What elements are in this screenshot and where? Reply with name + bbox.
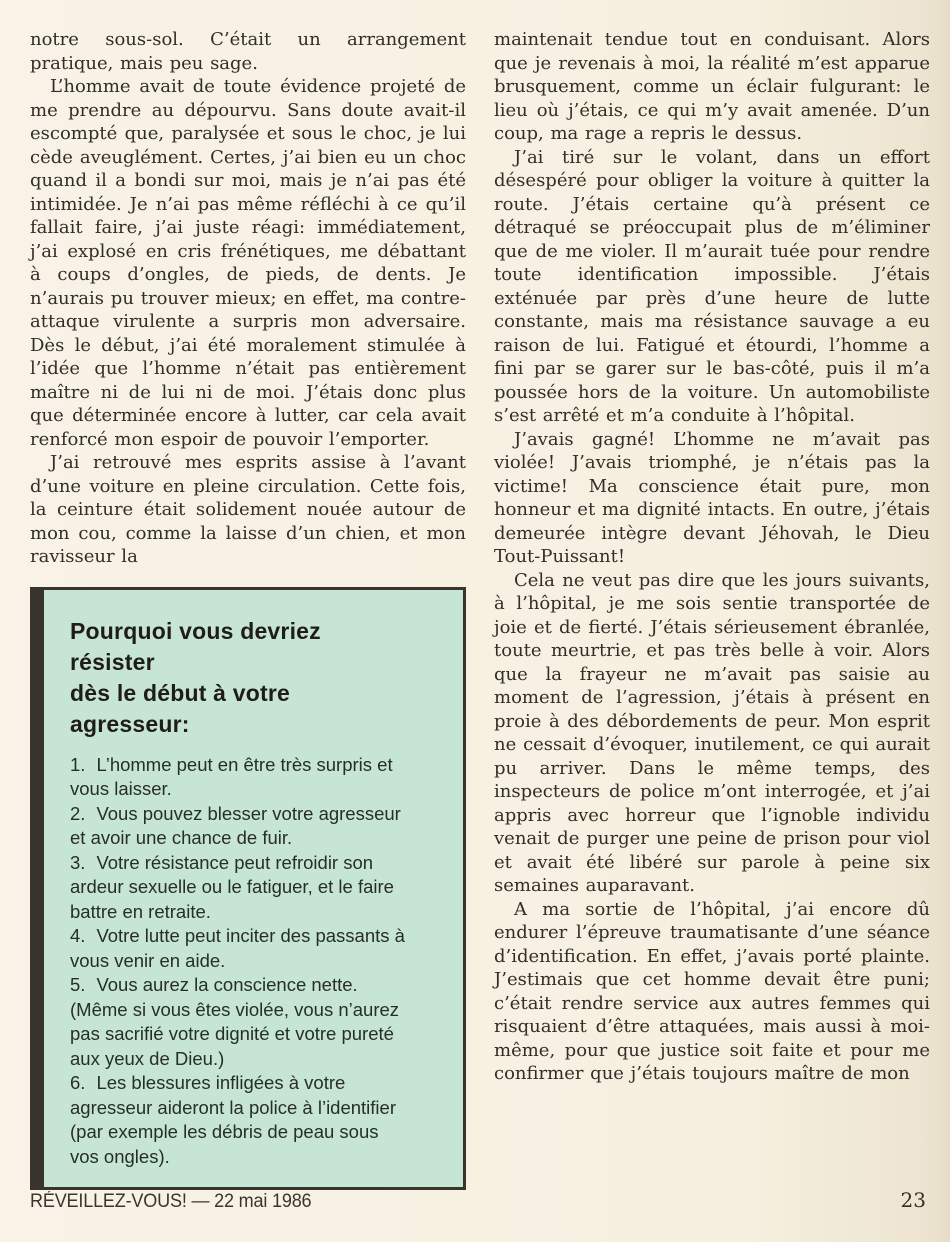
callout-item — [70, 973, 411, 1071]
right-column — [494, 28, 930, 1190]
callout-item-text: Votre lutte peut inciter des passants à vous venir en aide. — [70, 925, 405, 971]
callout-item — [70, 851, 411, 925]
body-paragraph: maintenait tendue tout en conduisant. Alors que je revenais à moi, la réalité m’est apparue brusquement, comme un éclair fulgurant: le lieu où j’étais, ce qui m’y avait amenée. D’un coup, ma rage a repris le dessus. — [494, 29, 930, 144]
footer-journal-date: RÉVEILLEZ-VOUS! — 22 mai 1986 — [30, 1191, 312, 1212]
body-paragraph: J’avais gagné! L’homme ne m’avait pas violée! J’avais triomphé, je n’étais pas la victime! Ma conscience était pure, mon honneur et ma dignité intacts. En outre, j’étais demeurée intègre devant Jéhovah, le Dieu Tout-Puissant! — [494, 428, 930, 567]
body-paragraph: A ma sortie de l’hôpital, j’ai encore dû endurer l’épreuve traumatisante d’une séance d’identification. En effet, j’avais porté plainte. J’estimais que cet homme devait être puni; c’était rendre service aux autres femmes qui risquaient d’être attaquées, mais aussi à moi-même, pour que justice soit faite et pour me confirmer que j’étais toujours maître de mon — [494, 898, 930, 1084]
callout-box-title-line: Pourquoi vous devriez résister — [70, 617, 321, 675]
callout-item — [70, 802, 411, 851]
callout-item — [70, 1071, 411, 1169]
callout-item — [70, 753, 411, 802]
callout-item-text: Les blessures infligées à votre agresseur aideront la police à l’identifier (par exemple les débris de peau sous vos ongles). — [70, 1072, 396, 1167]
callout-item-number: 5. — [70, 974, 86, 995]
callout-box-title — [70, 616, 411, 740]
body-paragraph: L’homme avait de toute évidence projeté de me prendre au dépourvu. Sans doute avait-il escompté que, paralysée et sous le choc, je lui cède aveuglément. Certes, j’ai bien eu un choc quand il a bondi sur moi, mais je n’ai pas été intimidée. Je n’ai pas même réfléchi à ce qu’il fallait faire, j’ai juste réagi: immédiatement, j’ai explosé en cris frénétiques, me débattant à coups d’ongles, de pieds, de dents. Je n’aurais pu trouver mieux; en effet, ma contre-attaque virulente a surpris mon adversaire. Dès le début, j’ai été moralement stimulée à l’idée que l’homme n’était pas entièrement maître ni de lui ni de moi. J’étais donc plus que déterminée encore à lutter, car cela avait renforcé mon espoir de pouvoir l’emporter. — [30, 76, 466, 450]
callout-item — [70, 924, 411, 973]
body-paragraph: J’ai tiré sur le volant, dans un effort désespéré pour obliger la voiture à quitter la route. J’étais certaine qu’à présent ce détraqué se préoccupait plus de m’éliminer que de me violer. Il m’aurait tuée pour rendre toute identification impossible. J’étais exténuée par près d’une heure de lutte constante, mais ma résistance sauvage a eu raison de lui. Fatigué et étourdi, l’homme a fini par se garer sur le bas-côté, puis il m’a poussée hors de la voiture. Un automobiliste s’est arrêté et m’a conduite à l’hôpital. — [494, 146, 930, 426]
callout-box — [30, 587, 466, 1191]
body-paragraph: J’ai retrouvé mes esprits assise à l’avant d’une voiture en pleine circulation. Cette fois, la ceinture était solidement nouée autour de mon cou, comme la laisse d’un chien, et mon ravisseur la — [30, 452, 466, 567]
callout-item-number: 6. — [70, 1072, 86, 1093]
callout-item-text: Vous pouvez blesser votre agresseur et avoir une chance de fuir. — [70, 802, 401, 848]
callout-item-text: Votre résistance peut refroidir son ardeur sexuelle ou le fatiguer, et le faire battre en retraite. — [70, 851, 394, 922]
callout-item-number: 4. — [70, 925, 86, 946]
callout-item-number: 2. — [70, 802, 86, 824]
callout-item-text: Vous aurez la conscience nette. (Même si vous êtes violée, vous n’aurez pas sacrifié votre dignité et votre pureté aux yeux de Dieu.) — [70, 974, 400, 1069]
page-footer — [30, 1188, 926, 1213]
body-paragraph: Cela ne veut pas dire que les jours suivants, à l’hôpital, je me sois sentie transportée de joie et de fierté. J’étais sérieusement ébranlée, toute meurtrie, et pas très belle à voir. Alors que la frayeur ne m’avait pas saisie au moment de l’agression, j’étais à présent en proie à des débordements de peur. Mon esprit ne cessait d’évoquer, inutilement, ce qui aurait pu arriver. Dans le même temps, des inspecteurs de police m’ont interrogée, et j’ai appris avec horreur que l’ignoble individu venait de purger une peine de prison pour viol et avait été libéré sur parole à peine six semaines auparavant. — [494, 569, 930, 896]
callout-item-number: 3. — [70, 851, 86, 873]
body-paragraph: notre sous-sol. C’était un arrangement pratique, mais peu sage. — [30, 29, 466, 74]
callout-item-number: 1. — [70, 753, 86, 775]
page-number: 23 — [900, 1188, 926, 1212]
callout-box-title-line: dès le début à votre agresseur: — [70, 679, 291, 737]
callout-item-text: L’homme peut en être très surpris et vous laisser. — [70, 753, 393, 799]
left-column — [30, 28, 466, 1190]
